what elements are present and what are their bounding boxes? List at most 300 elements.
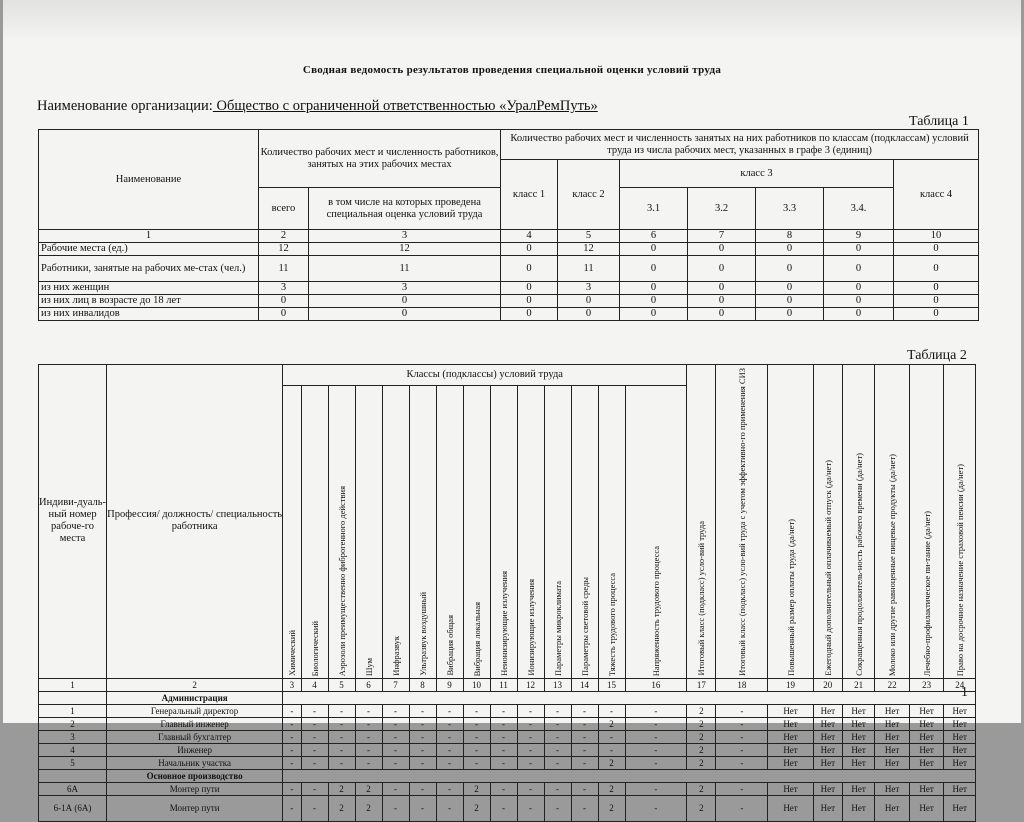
t2-cell: - [301,743,328,756]
t2-cell: - [283,743,301,756]
t2-header-id: Индиви-дуаль-ный номер рабоче-го места [39,365,107,679]
t1-row-label: Работники, занятые на рабочих ме-стах (чел.) [39,256,259,282]
t2-cell: Нет [944,743,976,756]
t2-cell: - [490,743,517,756]
t1-cell: 0 [309,308,501,321]
t1-cell: 0 [688,243,756,256]
t2-profession: Инженер [107,743,283,756]
t2-row [39,717,976,730]
t2-cell: Нет [875,730,910,743]
t2-col-number: 5 [328,678,355,691]
t2-cell: 2 [687,730,716,743]
t2-cell: Нет [875,717,910,730]
t2-cell: Нет [944,782,976,795]
t2-cell: - [301,756,328,769]
t2-cell: Нет [842,717,874,730]
t2-cell: 2 [598,717,625,730]
t2-cell: - [283,717,301,730]
t2-cell: - [625,704,687,717]
t2-col-number: 9 [436,678,463,691]
t2-cell: - [283,782,301,795]
t1-row-label: из них женщин [39,282,259,295]
t2-cell: - [544,730,571,743]
t2-col-number: 11 [490,678,517,691]
t2-cell: - [625,730,687,743]
t1-header-total: всего [259,188,309,230]
t2-cell: - [436,730,463,743]
t2-profession: Генеральный директор [107,704,283,717]
t2-cell: - [355,730,382,743]
t1-cell: 0 [756,243,824,256]
t2-header-classes: Классы (подклассы) условий труда [283,365,687,386]
t2-col-number: 24 [944,678,976,691]
t1-cell: 0 [259,295,309,308]
t2-cell: - [283,756,301,769]
table2-label: Таблица 2 [907,348,967,363]
t1-row-label: Рабочие места (ед.) [39,243,259,256]
t2-cell: 2 [463,782,490,795]
t1-cell: 0 [558,308,620,321]
t2-cell: - [544,782,571,795]
t2-cell: - [328,730,355,743]
t2-cell: Нет [944,756,976,769]
t1-cell: 0 [688,308,756,321]
t1-header-sub: 3.1 [620,188,688,230]
t2-header-final-siz: Итоговый класс (подкласс) усло-вий труда с учетом эффективно-го применения СИЗ [716,365,768,679]
t2-cell: - [301,782,328,795]
t2-cell: - [301,704,328,717]
t2-cell: - [517,717,544,730]
t2-cell: 2 [687,795,716,821]
t1-cell: 0 [894,282,979,295]
t1-col-number: 4 [501,230,558,243]
t2-cell: Нет [813,795,842,821]
t2-header-factor: Вибрация локальная [463,385,490,678]
t2-cell: - [463,717,490,730]
t2-cell: - [716,730,768,743]
t2-cell: - [490,730,517,743]
t2-col-number: 14 [571,678,598,691]
t1-cell: 0 [620,308,688,321]
t2-cell: - [571,795,598,821]
t1-header-class3: класс 3 [620,160,894,188]
organization-line [37,98,598,115]
table1 [38,129,979,321]
t2-header-profession: Профессия/ должность/ специальность работника [107,365,283,679]
t2-cell: Нет [909,730,944,743]
t2-col-number: 10 [463,678,490,691]
t1-header-class2: класс 2 [558,160,620,230]
t2-cell: - [598,704,625,717]
organization-label: Наименование организации: [37,98,213,114]
t1-cell: 11 [309,256,501,282]
t2-cell: 2 [687,743,716,756]
t2-col-number: 1 [39,678,107,691]
t2-cell: - [598,730,625,743]
t1-cell: 3 [309,282,501,295]
t2-cell: Нет [813,782,842,795]
t2-cell: - [716,782,768,795]
t2-cell: Нет [813,730,842,743]
page-number: 1 [961,685,968,700]
t1-cell: 0 [824,295,894,308]
t2-cell: - [544,717,571,730]
t1-cell: 0 [501,282,558,295]
t2-cell: Нет [813,756,842,769]
t2-cell: - [382,730,409,743]
t1-cell: 0 [824,243,894,256]
t2-profession: Начальник участка [107,756,283,769]
t2-cell: - [517,782,544,795]
t2-cell: - [328,756,355,769]
t2-header-factor: Биологический [301,385,328,678]
t1-header-sub: 3.4. [824,188,894,230]
t2-id: 6А [39,782,107,795]
t1-col-number: 3 [309,230,501,243]
t2-cell: - [571,730,598,743]
t2-header-factor: Тяжесть трудового процесса [598,385,625,678]
t2-header-final: Итоговый класс (подкласс) усло-вий труда [687,365,716,679]
t1-cell: 0 [756,282,824,295]
t1-cell: 0 [894,295,979,308]
t2-cell: Нет [768,795,813,821]
table2 [38,364,976,822]
t2-header-extra: Сокращенная продолжитель-ность рабочего времени (да/нет) [842,365,874,679]
t2-header-factor: Шум [355,385,382,678]
table1-label: Таблица 1 [909,114,969,129]
t2-cell: Нет [842,795,874,821]
t2-header-extra: Повышенный размер оплаты труда (да/нет) [768,365,813,679]
document-title: Сводная ведомость результатов проведения специальной оценки условий труда [302,64,722,76]
t1-col-number: 8 [756,230,824,243]
t2-cell: Нет [909,717,944,730]
t2-cell: 2 [687,782,716,795]
t2-cell: Нет [768,782,813,795]
t2-cell: - [355,743,382,756]
t1-cell: 11 [558,256,620,282]
t2-cell: - [716,756,768,769]
t2-cell: - [571,717,598,730]
t2-cell: - [436,782,463,795]
t2-col-number: 3 [283,678,301,691]
t1-col-number: 1 [39,230,259,243]
t2-cell: 2 [687,704,716,717]
t1-header-assessed: в том числе на которых проведена специальная оценка условий труда [309,188,501,230]
t1-col-number: 5 [558,230,620,243]
t1-body [39,243,979,321]
t2-cell: Нет [768,756,813,769]
t1-cell: 0 [501,256,558,282]
t1-cell: 0 [501,243,558,256]
t2-col-number: 8 [409,678,436,691]
t2-header-factor: Параметры световой среды [571,385,598,678]
t2-cell: 2 [328,795,355,821]
t1-header-sub: 3.3 [756,188,824,230]
t2-col-number: 15 [598,678,625,691]
t2-col-number: 13 [544,678,571,691]
t2-cell: - [544,756,571,769]
t1-column-numbers [39,230,979,243]
t1-cell: 0 [688,282,756,295]
t2-row [39,743,976,756]
t2-header-factor: Инфразвук [382,385,409,678]
t2-cell: Нет [909,743,944,756]
t2-col-number: 6 [355,678,382,691]
t2-cell: 2 [598,782,625,795]
t2-cell: Нет [842,782,874,795]
t1-header-class4: класс 4 [894,160,979,230]
t2-cell: - [409,756,436,769]
t2-row [39,795,976,821]
t1-cell: 0 [824,308,894,321]
t1-cell: 3 [259,282,309,295]
t1-cell: 0 [894,256,979,282]
t2-cell: Нет [944,704,976,717]
t2-cell: - [436,795,463,821]
t2-cell: Нет [875,795,910,821]
t1-cell: 0 [259,308,309,321]
t2-cell: - [436,756,463,769]
t2-cell: - [716,704,768,717]
t1-header-name: Наименование [39,130,259,230]
t2-col-number: 2 [107,678,283,691]
t2-row [39,756,976,769]
t2-cell: - [436,743,463,756]
t2-id: 5 [39,756,107,769]
t1-cell: 0 [894,243,979,256]
t2-cell: - [463,704,490,717]
t2-section-admin: Администрация [107,691,283,704]
t2-cell: - [409,782,436,795]
t1-cell: 0 [309,295,501,308]
t2-cell: 2 [598,795,625,821]
t2-col-number: 12 [517,678,544,691]
t1-cell: 0 [688,295,756,308]
t1-cell: 0 [620,295,688,308]
t2-cell: Нет [909,782,944,795]
t2-cell: Нет [813,743,842,756]
t2-header-factor: Ионизирующие излучения [517,385,544,678]
t2-header-extra: Молоко или другие равноценные пищевые продукты (да/нет) [875,365,910,679]
t1-row [39,243,979,256]
t2-cell: Нет [944,795,976,821]
t2-cell: Нет [875,743,910,756]
t2-col-number: 18 [716,678,768,691]
t2-header-factor: Напряженность трудового процесса [625,385,687,678]
t2-cell: - [463,730,490,743]
t2-cell: - [517,743,544,756]
t2-cell: - [382,717,409,730]
t1-header-class1: класс 1 [501,160,558,230]
scan-shadow [3,0,1021,42]
t1-row-label: из них инвалидов [39,308,259,321]
t2-cell: - [517,704,544,717]
t2-id: 1 [39,704,107,717]
t2-cell: - [328,717,355,730]
t2-profession: Монтер пути [107,795,283,821]
t1-cell: 0 [501,308,558,321]
t2-cell: - [328,743,355,756]
t1-cell: 0 [501,295,558,308]
t2-profession: Главный инженер [107,717,283,730]
t2-cell: Нет [842,743,874,756]
t2-cell: 2 [687,717,716,730]
t2-header-extra: Лечебно-профилактическое пи-тание (да/нет) [909,365,944,679]
t2-col-number: 16 [625,678,687,691]
t2-cell: - [544,795,571,821]
t2-cell: - [571,743,598,756]
t2-cell: - [409,730,436,743]
t1-header-classes: Количество рабочих мест и численность занятых на них работников по классам (подклассам) условий труда из числа рабочих мест, указанных в графе 3 (единиц) [501,130,979,160]
t2-col-number: 20 [813,678,842,691]
t2-cell: - [436,717,463,730]
t2-profession: Главный бухгалтер [107,730,283,743]
t2-header-extra: Право на досрочное назначение страховой пенсии (да/нет) [944,365,976,679]
t2-admin-rows [39,704,976,769]
t2-cell: 2 [687,756,716,769]
t2-cell: Нет [909,704,944,717]
t2-cell: Нет [842,756,874,769]
document-page [3,0,1021,814]
t1-cell: 0 [558,295,620,308]
t2-cell: - [517,795,544,821]
t2-cell: - [355,756,382,769]
t2-cell: - [301,795,328,821]
t2-col-number: 17 [687,678,716,691]
t1-cell: 0 [620,282,688,295]
t2-cell: - [328,704,355,717]
t2-cell: Нет [944,730,976,743]
t2-header-factor: Ультразвук воздушный [409,385,436,678]
t2-cell: - [490,782,517,795]
t1-cell: 12 [259,243,309,256]
t2-cell: - [355,704,382,717]
t2-cell: - [409,795,436,821]
t2-cell: - [355,717,382,730]
t2-cell: - [716,795,768,821]
t2-cell: Нет [944,717,976,730]
t2-cell: - [517,730,544,743]
t2-cell: - [283,795,301,821]
t1-cell: 0 [756,256,824,282]
t2-cell: Нет [875,782,910,795]
t2-cell: Нет [768,730,813,743]
t2-cell: - [571,704,598,717]
t1-cell: 0 [824,256,894,282]
t2-cell: - [544,743,571,756]
t2-cell: Нет [842,704,874,717]
t1-row [39,282,979,295]
t2-cell: - [283,704,301,717]
t1-row [39,308,979,321]
t2-cell: Нет [842,730,874,743]
t2-cell: Нет [768,743,813,756]
t1-cell: 0 [620,256,688,282]
t1-col-number: 7 [688,230,756,243]
t2-cell: - [301,730,328,743]
t2-cell: - [463,756,490,769]
t1-cell: 12 [558,243,620,256]
t2-cell: Нет [813,717,842,730]
t2-cell: Нет [813,704,842,717]
t2-header-factor: Аэрозоли преимущественно фиброгенного действия [328,385,355,678]
t2-cell: 2 [328,782,355,795]
t2-cell: - [463,743,490,756]
t2-row [39,730,976,743]
t1-cell: 0 [756,308,824,321]
t2-header-factor: Химический [283,385,301,678]
t2-header-factor: Вибрация общая [436,385,463,678]
t2-cell: Нет [875,704,910,717]
t2-cell: 2 [355,782,382,795]
t2-cell: - [490,704,517,717]
t1-cell: 0 [894,308,979,321]
t1-row [39,256,979,282]
t2-cell: - [409,717,436,730]
t2-cell: Нет [875,756,910,769]
t2-cell: - [625,743,687,756]
t2-cell: - [625,756,687,769]
t1-header-count: Количество рабочих мест и численность работников, занятых на этих рабочих местах [259,130,501,188]
t1-col-number: 10 [894,230,979,243]
t2-cell: - [301,717,328,730]
t2-cell: - [382,782,409,795]
t2-header-extra: Ежегодный дополнительный оплачиваемый отпуск (да/нет) [813,365,842,679]
t2-id: 4 [39,743,107,756]
t2-cell: - [436,704,463,717]
t2-cell: - [283,730,301,743]
t1-cell: 0 [688,256,756,282]
t1-row-label: из них лиц в возрасте до 18 лет [39,295,259,308]
t2-cell: - [625,795,687,821]
t2-cell: - [625,782,687,795]
t2-id: 2 [39,717,107,730]
t1-cell: 11 [259,256,309,282]
t2-cell: - [490,756,517,769]
t2-cell: Нет [768,704,813,717]
t2-header-factor: Неионизирующие излучения [490,385,517,678]
t1-cell: 0 [756,295,824,308]
t1-cell: 12 [309,243,501,256]
t2-cell: - [571,782,598,795]
t2-cell: - [716,743,768,756]
t2-col-number: 19 [768,678,813,691]
t1-cell: 0 [620,243,688,256]
organization-name: Общество с ограниченной ответственностью «УралРемПуть» [212,98,598,114]
t2-cell: - [716,717,768,730]
t2-row [39,704,976,717]
t1-col-number: 6 [620,230,688,243]
t1-cell: 3 [558,282,620,295]
t2-header-factor: Параметры микроклимата [544,385,571,678]
t2-cell: - [409,704,436,717]
t1-header-sub: 3.2 [688,188,756,230]
t2-cell: 2 [355,795,382,821]
t2-cell: Нет [768,717,813,730]
t2-cell: - [517,756,544,769]
t2-col-number: 22 [875,678,910,691]
t2-section-production: Основное производство [107,769,283,782]
t2-col-number: 21 [842,678,874,691]
t2-production-rows [39,782,976,821]
t2-row [39,782,976,795]
t2-cell: Нет [909,756,944,769]
t2-profession: Монтер пути [107,782,283,795]
t2-cell: - [490,795,517,821]
t2-column-numbers [39,678,976,691]
t1-col-number: 2 [259,230,309,243]
t2-cell: - [571,756,598,769]
